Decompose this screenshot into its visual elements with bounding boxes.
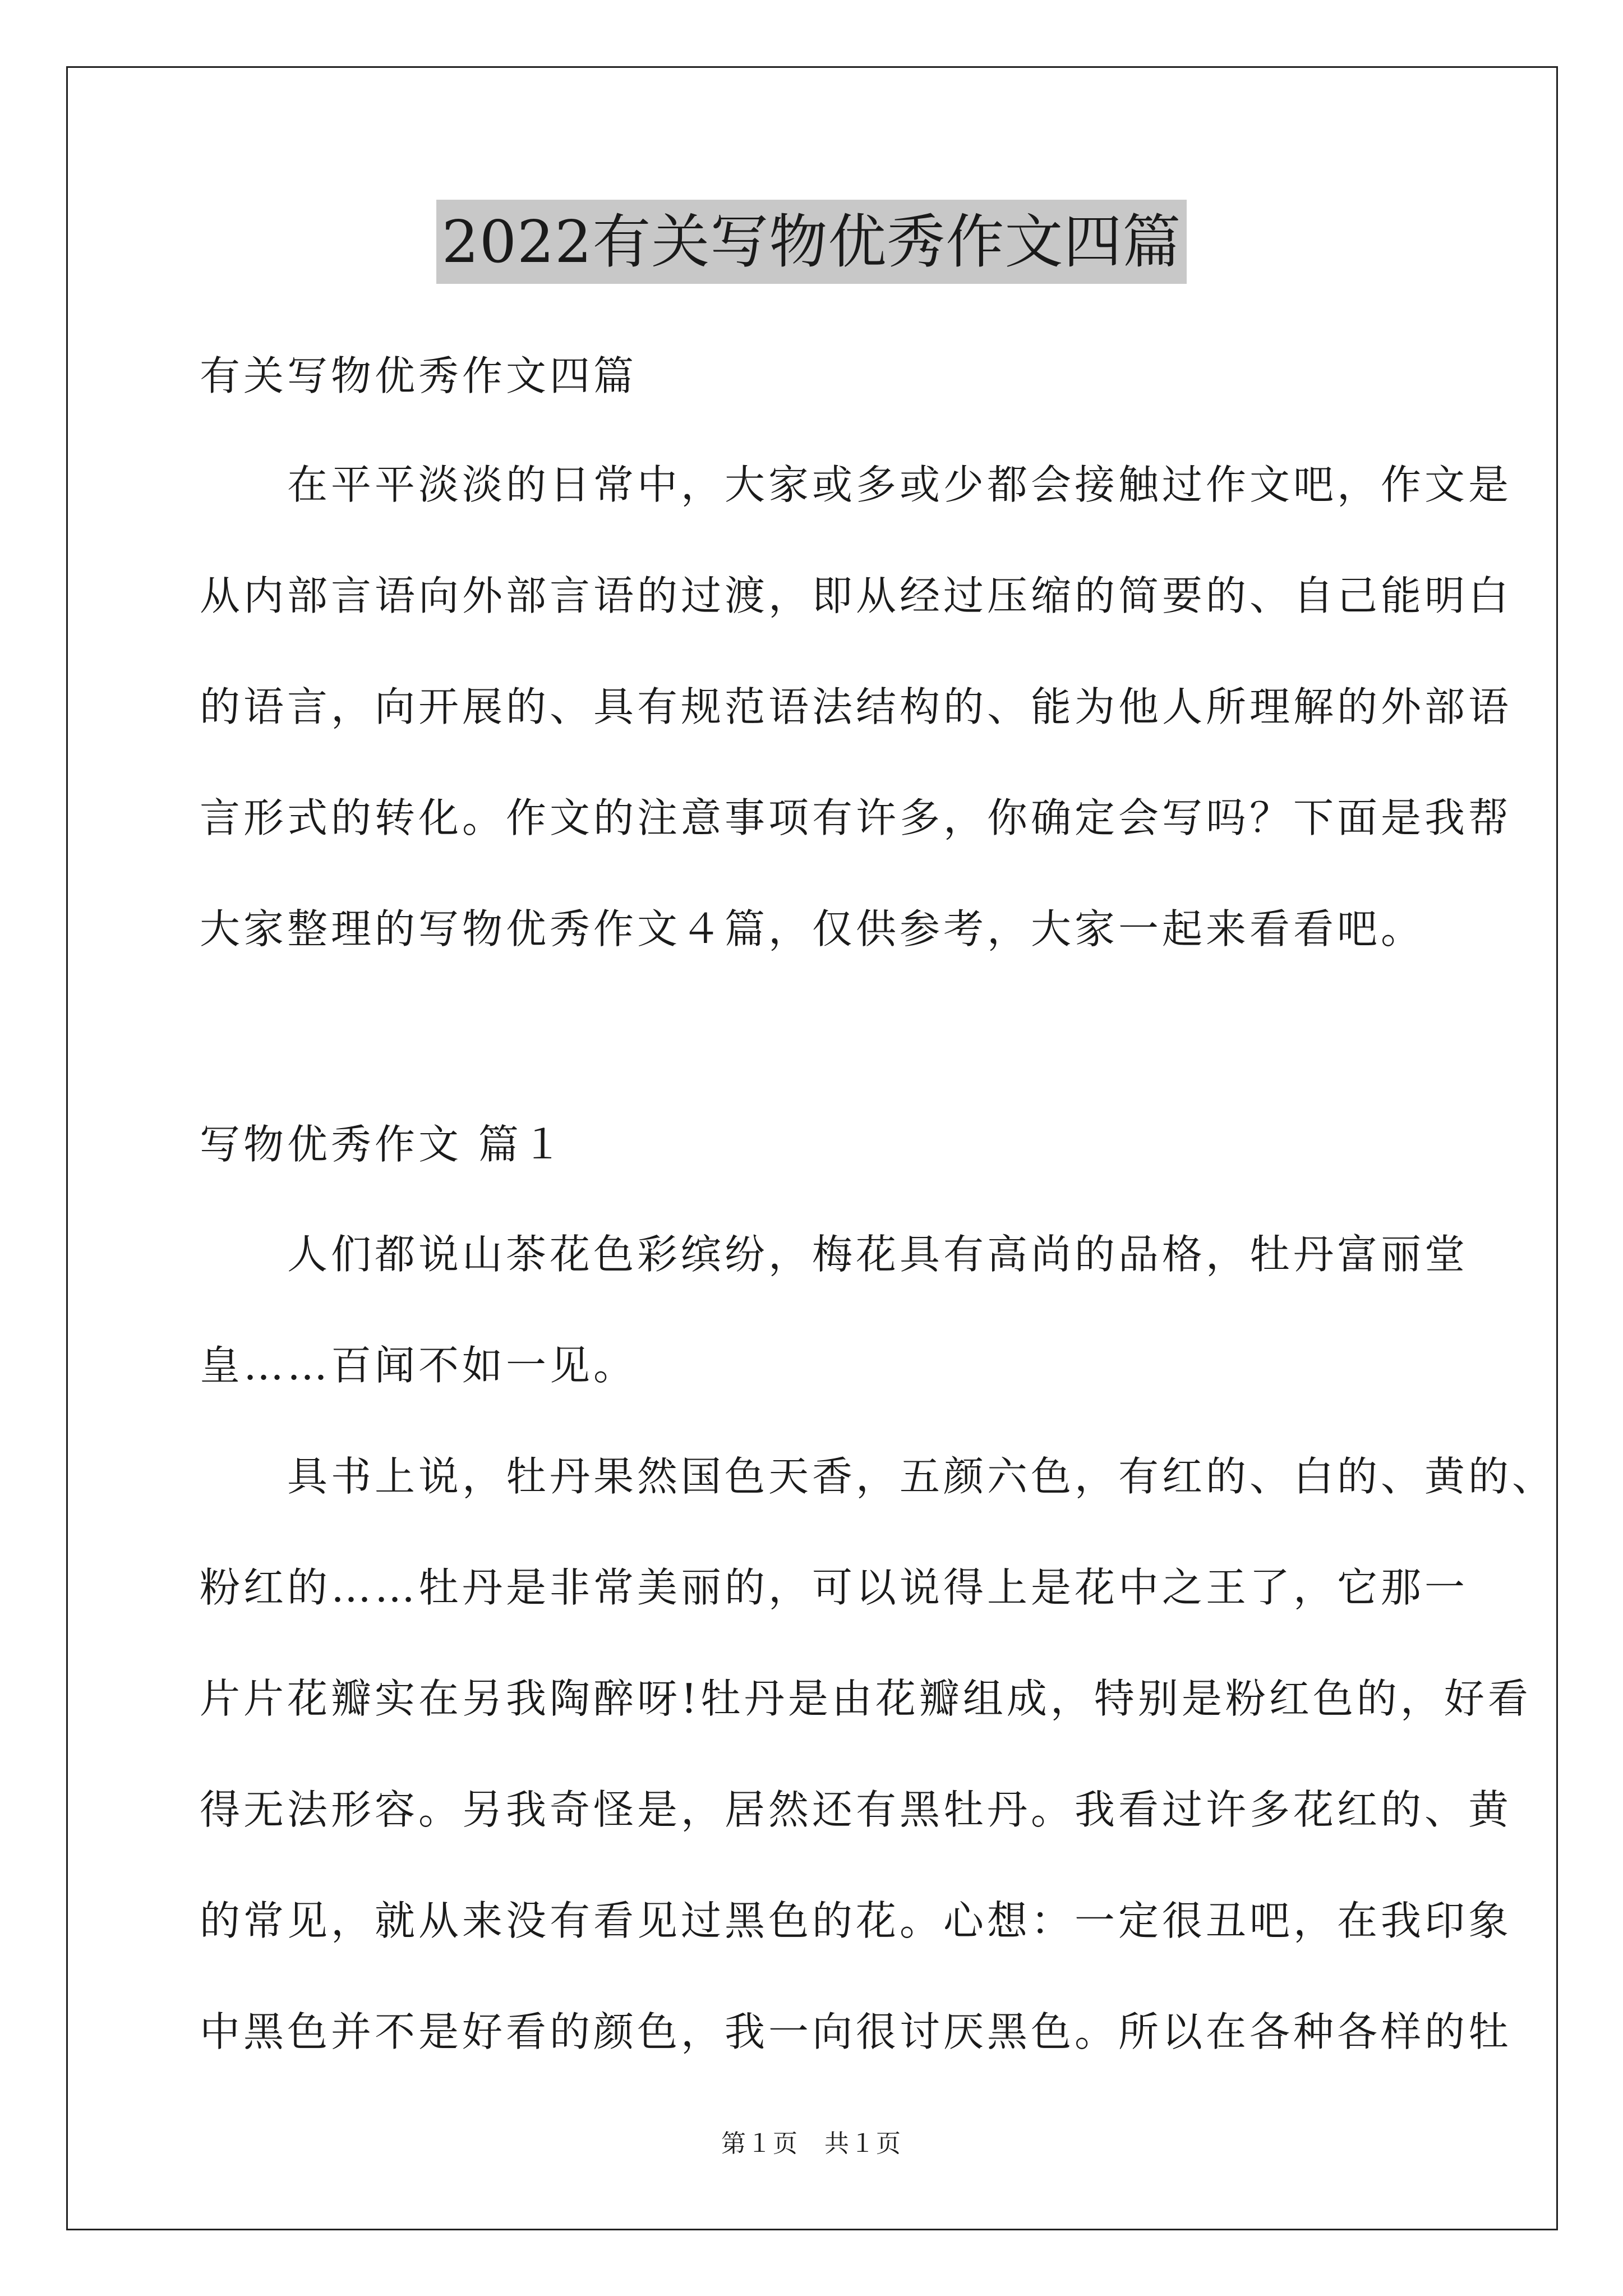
body-line: 的常见，就从来没有看见过黑色的花。心想：一定很丑吧，在我印象 — [200, 1897, 1513, 1944]
body-line: 具书上说，牡丹果然国色天香，五颜六色，有红的、白的、黄的、 — [200, 1453, 1556, 1500]
document-subtitle: 有关写物优秀作文四篇 — [200, 352, 638, 399]
body-line: 中黑色并不是好看的颜色，我一向很讨厌黑色。所以在各种各样的牡 — [200, 2008, 1513, 2055]
body-line: 皇……百闻不如一见。 — [200, 1342, 638, 1389]
body-line: 人们都说山茶花色彩缤纷，梅花具有高尚的品格，牡丹富丽堂 — [200, 1231, 1469, 1278]
body-line: 片片花瓣实在另我陶醉呀!牡丹是由花瓣组成，特别是粉红色的，好看 — [200, 1675, 1532, 1722]
intro-line: 的语言，向开展的、具有规范语法结构的、能为他人所理解的外部语 — [200, 683, 1513, 730]
page-footer: 第１页 共１页 — [721, 2129, 902, 2158]
intro-line: 在平平淡淡的日常中，大家或多或少都会接触过作文吧，作文是 — [200, 461, 1513, 508]
intro-line: 从内部言语向外部言语的过渡，即从经过压缩的简要的、自己能明白 — [200, 572, 1513, 619]
body-line: 粉红的……牡丹是非常美丽的，可以说得上是花中之王了，它那一 — [200, 1564, 1469, 1611]
intro-line: 言形式的转化。作文的注意事项有许多，你确定会写吗？下面是我帮 — [200, 794, 1513, 841]
document-title-block — [0, 200, 1623, 284]
section-heading: 写物优秀作文 篇１ — [200, 1121, 566, 1168]
body-line: 得无法形容。另我奇怪是，居然还有黑牡丹。我看过许多花红的、黄 — [200, 1786, 1513, 1833]
document-title: 2022有关写物优秀作文四篇 — [436, 200, 1187, 284]
intro-line: 大家整理的写物优秀作文４篇，仅供参考，大家一起来看看吧。 — [200, 905, 1425, 953]
